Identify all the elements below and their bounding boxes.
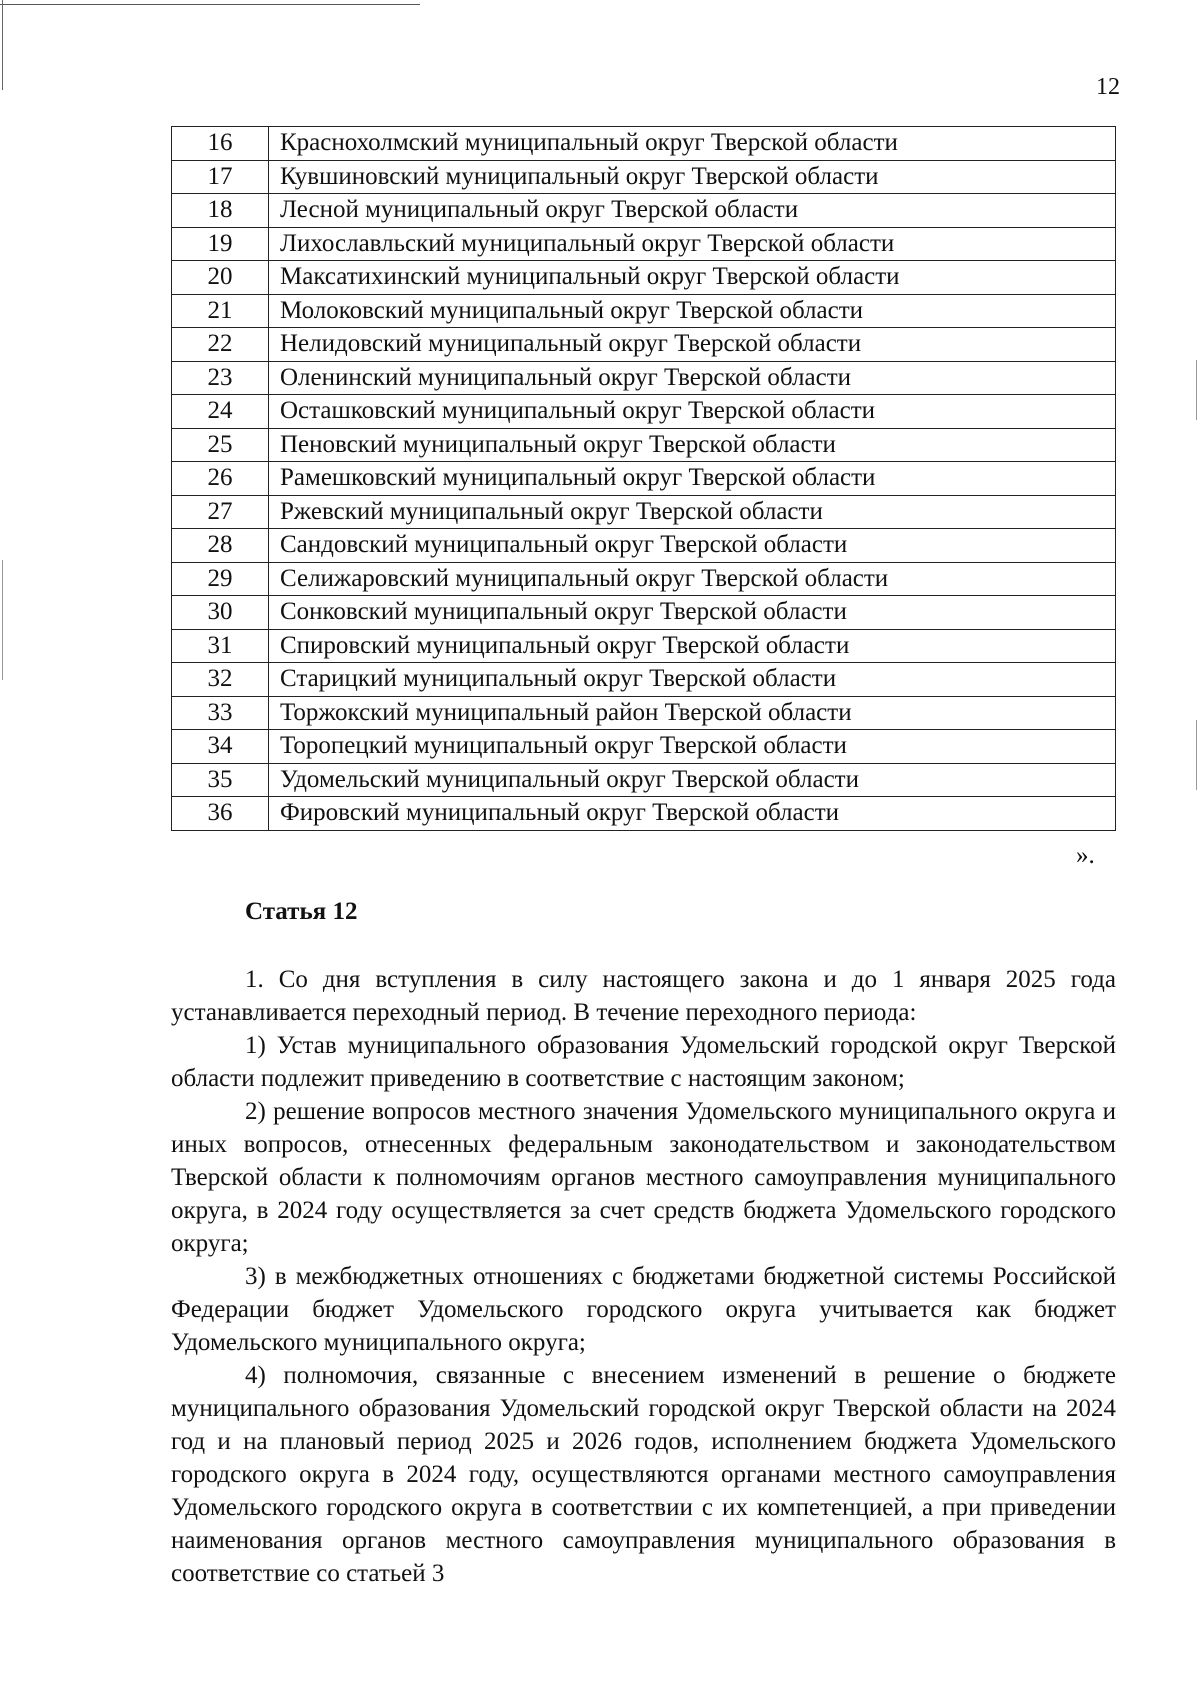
table-row [172,127,1116,161]
row-number: 32 [172,663,269,697]
district-name: Краснохолмский муниципальный округ Тверской области [269,127,1116,161]
row-number: 17 [172,160,269,194]
table-row [172,328,1116,362]
district-name: Рамешковский муниципальный округ Тверской области [269,462,1116,496]
district-name: Старицкий муниципальный округ Тверской области [269,663,1116,697]
article-paragraph: 1. Со дня вступления в силу настоящего закона и до 1 января 2025 года устанавливается переходный период. В течение переходного периода: [171,966,1116,1026]
table-row [172,696,1116,730]
table-row [172,797,1116,831]
scan-artifact-top-line [0,4,420,5]
row-number: 20 [172,261,269,295]
row-number: 25 [172,428,269,462]
row-number: 18 [172,194,269,228]
row-number: 29 [172,562,269,596]
table-row [172,160,1116,194]
district-name: Пеновский муниципальный округ Тверской области [269,428,1116,462]
article-paragraph: 2) решение вопросов местного значения Удомельского муниципального округа и иных вопросов, отнесенных федеральным законодательством и законодательством Тверской области к полномочиям органов местного самоуправления муниципального округа, в 2024 году осуществляется за счет средств бюджета Удомельского городского округа; [171,1098,1116,1257]
table-row [172,529,1116,563]
district-name: Лесной муниципальный округ Тверской области [269,194,1116,228]
article-paragraph: 3) в межбюджетных отношениях с бюджетами бюджетной системы Российской Федерации бюджет Удомельского городского округа учитывается как бюджет Удомельского муниципального округа; [171,1263,1116,1356]
row-number: 21 [172,294,269,328]
table-row [172,663,1116,697]
district-name: Торжокский муниципальный район Тверской области [269,696,1116,730]
scan-artifact-left-line [2,560,3,680]
table-row [172,462,1116,496]
row-number: 36 [172,797,269,831]
row-number: 31 [172,629,269,663]
scan-artifact-right-line [1196,360,1197,420]
district-name: Осташковский муниципальный округ Тверской области [269,395,1116,429]
article-body [171,963,1116,1590]
table-row [172,294,1116,328]
district-name: Сонковский муниципальный округ Тверской области [269,596,1116,630]
row-number: 27 [172,495,269,529]
table-row [172,194,1116,228]
row-number: 28 [172,529,269,563]
scan-artifact-right-line [1196,720,1197,790]
article-paragraph: 1) Устав муниципального образования Удомельский городской округ Тверской области подлежит приведению в соответствие с настоящим законом; [171,1032,1116,1092]
row-number: 19 [172,227,269,261]
table-row [172,596,1116,630]
district-name: Молоковский муниципальный округ Тверской области [269,294,1116,328]
district-name: Оленинский муниципальный округ Тверской области [269,361,1116,395]
table-row [172,428,1116,462]
district-name: Лихославльский муниципальный округ Тверской области [269,227,1116,261]
table-row [172,763,1116,797]
page-number: 12 [1096,74,1120,100]
table-row [172,629,1116,663]
districts-table-body [172,127,1116,831]
district-name: Селижаровский муниципальный округ Тверской области [269,562,1116,596]
district-name: Торопецкий муниципальный округ Тверской области [269,730,1116,764]
row-number: 22 [172,328,269,362]
table-row [172,227,1116,261]
row-number: 35 [172,763,269,797]
row-number: 23 [172,361,269,395]
closing-quote: ». [1076,842,1095,869]
table-row [172,562,1116,596]
table-row [172,261,1116,295]
district-name: Спировский муниципальный округ Тверской области [269,629,1116,663]
row-number: 26 [172,462,269,496]
table-row [172,730,1116,764]
article-paragraph: 4) полномочия, связанные с внесением изменений в решение о бюджете муниципального образования Удомельский городской округ Тверской области на 2024 год и на плановый период 2025 и 2026 годов, исполнением бюджета Удомельского городского округа в 2024 году, осуществляются органами местного самоуправления Удомельского городского округа в соответствии с их компетенцией, а при приведении наименования органов местного самоуправления муниципального образования в соответствие со статьей 3 [171,1362,1116,1587]
row-number: 30 [172,596,269,630]
table-row [172,395,1116,429]
district-name: Фировский муниципальный округ Тверской области [269,797,1116,831]
district-name: Ржевский муниципальный округ Тверской области [269,495,1116,529]
scan-artifact-left-line [2,0,3,90]
article-heading: Статья 12 [245,898,358,925]
district-name: Максатихинский муниципальный округ Тверской области [269,261,1116,295]
row-number: 33 [172,696,269,730]
table-row [172,495,1116,529]
table-row [172,361,1116,395]
row-number: 34 [172,730,269,764]
district-name: Удомельский муниципальный округ Тверской области [269,763,1116,797]
district-name: Нелидовский муниципальный округ Тверской области [269,328,1116,362]
district-name: Сандовский муниципальный округ Тверской области [269,529,1116,563]
row-number: 16 [172,127,269,161]
districts-table [171,126,1116,831]
row-number: 24 [172,395,269,429]
district-name: Кувшиновский муниципальный округ Тверской области [269,160,1116,194]
